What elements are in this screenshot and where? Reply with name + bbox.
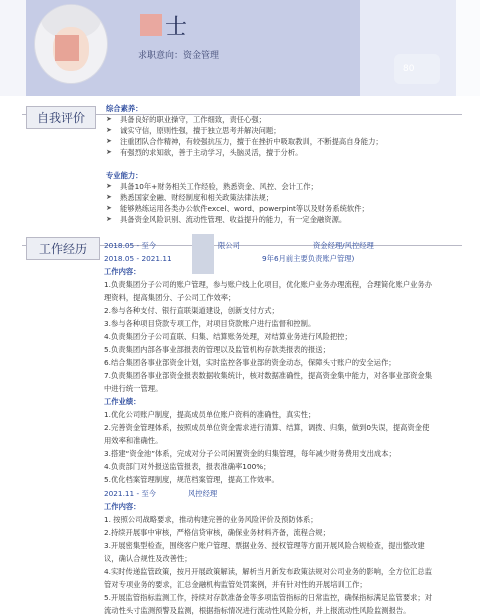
list-item: 2.持续开展事中审核，严格信贷审核，确保业务材料齐备，流程合规；	[104, 528, 330, 537]
list-item: ➤ 具备资金风险识别、流动性管理、收益提升的能力，有一定金融资源。	[106, 215, 347, 224]
name-redaction	[140, 14, 162, 36]
list-item: 4.实时传递监管政策，按月开展政策解读，解析当月新发布政策法规对公司业务的影响，全方位汇总监	[104, 567, 433, 576]
list-item: ➤ 具备10年+财务相关工作经验，熟悉资金、风控、会计工作；	[106, 182, 318, 191]
job1-date: 2018.05 - 至今	[104, 241, 157, 250]
job-intention: 求职意向：资金管理	[138, 51, 220, 61]
job1-role: 资金经理/风控经理	[313, 241, 374, 250]
self-eval-heading-2: 专业能力：	[106, 171, 143, 180]
section-title-work: 工作经历	[26, 237, 100, 260]
list-item: 3.搭建“资金池”体系，完成对分子公司闲置资金的归集管理，每年减少财务费用支出成本；	[104, 449, 396, 458]
job2-content-list	[104, 514, 432, 616]
list-item: ➤ 有强烈的求知欲，善于主动学习，头脑灵活，擅于分析。	[106, 148, 303, 157]
job1-results-label: 工作业绩：	[104, 397, 141, 406]
job2-role: 风控经理	[188, 489, 218, 498]
list-item: 5.负责集团内部各事业部报表的管理以及监管机构存款类报表的报送；	[104, 345, 330, 354]
list-item: 5.开展监管指标监测工作，持续对存款准备金等多项监管指标的日常监控，确保指标满足监管要求；对	[104, 593, 433, 602]
list-item: 1. 按照公司战略要求，推动构建完善的业务风险评价及预防体系；	[104, 515, 318, 524]
job2-content-label: 工作内容：	[104, 502, 141, 511]
job2-date: 2021.11 - 至今	[104, 489, 157, 498]
list-item: 管对专项业务的要求，汇总金融机构监管处罚案例，并有针对性的开展培训工作；	[104, 580, 367, 589]
list-item: 4.负责部门对外报送监管报表，报表准确率100%；	[104, 462, 271, 471]
list-item: 4.负责集团分子公司直联、归集、结算账务处理，对结算业务进行风险把控；	[104, 332, 352, 341]
list-item: ➤ 熟悉国家金融、财经制度和相关政策法律法规；	[106, 193, 274, 202]
job1-content-label: 工作内容：	[104, 267, 141, 276]
list-item: 中进行统一管理。	[104, 384, 163, 393]
list-item: 2.参与各种支付、银行直联渠道建设，创新支付方式；	[104, 306, 279, 315]
list-item: ➤ 具备良好的职业操守，工作细致，责任心强；	[106, 115, 266, 124]
list-item: 2.完善资金管理体系，按照成员单位资金需求进行清算、结算，调拨、归集，做到0失误，提高资金使	[104, 423, 430, 432]
company-redaction	[192, 234, 214, 274]
list-item: 理资料，提高集团分、子公司工作效率；	[104, 293, 236, 302]
self-eval-list-2	[106, 181, 369, 225]
list-item: 3.参与各种项目贷款专项工作，对项目贷款账户进行监督和控制。	[104, 319, 316, 328]
self-eval-heading-1: 综合素养：	[106, 104, 143, 113]
list-item: 1.优化公司账户制度，提高成员单位账户资料的准确性，真实性；	[104, 410, 316, 419]
list-item: ➤ 能够熟练运用各类办公软件excel、word、powerpint等以及财务系统软件；	[106, 204, 369, 213]
list-item: 6.结合集团各事业部资金计划，实时监控各事业部的资金动态，保障头寸账户的安全运作；	[104, 358, 396, 367]
list-item: 议，确认合规性及改善性；	[104, 554, 192, 563]
self-eval-list-1	[106, 114, 383, 158]
list-item: 用效率和准确性。	[104, 436, 163, 445]
job1-date-2: 2018.05 - 2021.11	[104, 254, 172, 263]
list-item: 流动性头寸监测预警及监测，根据指标情况进行流动性风险分析，并上报流动性风险监测报告。	[104, 606, 411, 615]
contact-text: 80	[403, 64, 415, 74]
contact-redaction	[394, 54, 440, 84]
profile-photo	[34, 4, 108, 84]
candidate-name: 士	[165, 15, 190, 40]
list-item: 1.负责集团分子公司的账户管理，参与账户线上化项目，优化账户业务办理流程，合理简化账户业务办	[104, 280, 433, 289]
list-item: 5.优化档案管理制度，规范档案管理，提高工作效率。	[104, 475, 279, 484]
list-item: ➤ 注重团队合作精神，有较强抗压力，擅于在挫折中吸取教训，不断提高自身能力；	[106, 137, 383, 146]
list-item: ➤ 诚实守信，原则性强，擅于独立思考并解决问题；	[106, 126, 281, 135]
list-item: 3.开展密集型检查，围绕客户账户管理、票据业务、授权管理等方面开展风险合规检查，提出整改建	[104, 541, 425, 550]
job1-content-list	[104, 279, 432, 394]
job1-results-list	[104, 409, 429, 485]
job1-company: 限公司	[218, 241, 240, 250]
section-title-self-eval: 自我评价	[26, 106, 96, 129]
list-item: 7.负责集团各事业部资金报表数据收集统计，核对数据准确性，提高资金集中能力，对各事业部资金集	[104, 371, 433, 380]
job1-note: 9年6月前主要负责账户管理)	[262, 254, 355, 263]
